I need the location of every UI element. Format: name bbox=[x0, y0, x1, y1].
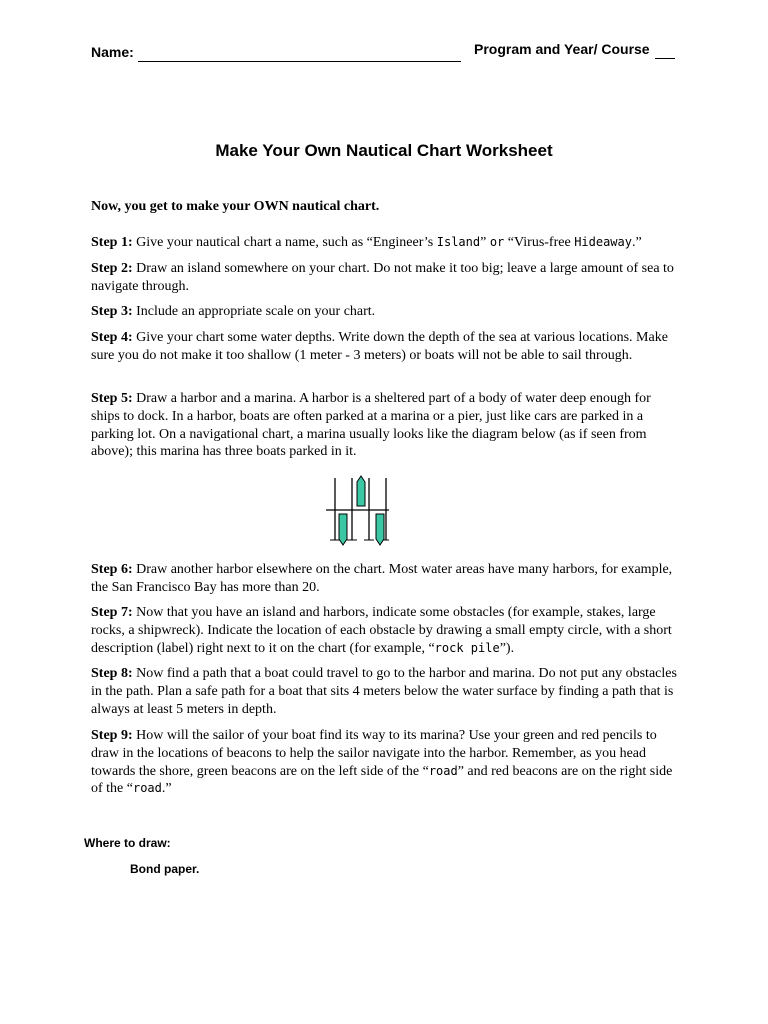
name-blank-line bbox=[138, 61, 461, 62]
marina-diagram bbox=[325, 474, 389, 550]
step-8: Step 8: Now find a path that a boat could travel to go to the harbor and marina. Do not put any obstacles in the path. Plan a safe path for a boat that sits 4 meters below the water surface by finding a path that is always at least 5 meters in depth. bbox=[91, 666, 677, 717]
step-2: Step 2: Draw an island somewhere on your chart. Do not make it too big; leave a large amount of sea to navigate through. bbox=[91, 261, 674, 294]
step-6: Step 6: Draw another harbor elsewhere on the chart. Most water areas have many harbors, for example, the San Francisco Bay has more than 20. bbox=[91, 562, 673, 595]
program-course-blank-line bbox=[655, 58, 675, 59]
step-3: Step 3: Include an appropriate scale on your chart. bbox=[91, 304, 376, 319]
step-4: Step 4: Give your chart some water depths. Write down the depth of the sea at various locations. Make sure you do not make it too shallow (1 meter - 3 meters) or boats will not be able to sail through. bbox=[91, 330, 668, 363]
step-9: Step 9: How will the sailor of your boat find its way to its marina? Use your green and red pencils to draw in the locations of beacons to help the sailor navigate into the harbor. Remember, as you head towards the shore, green beacons are on the left side of the “road” and red beacons are on the right side of the “road.” bbox=[91, 728, 673, 797]
worksheet-title: Make Your Own Nautical Chart Worksheet bbox=[215, 141, 553, 160]
program-course-label: Program and Year/ Course bbox=[474, 41, 650, 57]
boat-marker bbox=[376, 514, 384, 545]
name-label: Name: bbox=[91, 44, 134, 60]
intro-text: Now, you get to make your OWN nautical chart. bbox=[91, 199, 380, 214]
where-to-draw-label: Where to draw: bbox=[84, 836, 171, 850]
step-1: Step 1: Give your nautical chart a name, such as “Engineer’s Island” or “Virus-free Hideaway.” bbox=[91, 235, 642, 250]
boat-marker bbox=[357, 476, 365, 506]
step-5: Step 5: Draw a harbor and a marina. A harbor is a sheltered part of a body of water deep enough for ships to dock. In a harbor, boats are often parked at a marina or a pier, just like cars are parked in a parking lot. On a navigational chart, a marina usually looks like the diagram below (as if seen from above); this marina has three boats parked in it. bbox=[91, 391, 651, 460]
boat-marker bbox=[339, 514, 347, 545]
step-7: Step 7: Now that you have an island and harbors, indicate some obstacles (for example, stakes, large rocks, a shipwreck). Indicate the location of each obstacle by drawing a small empty circle, with a short description (label) right next to it on the chart (for example, “rock pile”). bbox=[91, 605, 672, 656]
where-to-draw-value: Bond paper. bbox=[130, 862, 200, 876]
